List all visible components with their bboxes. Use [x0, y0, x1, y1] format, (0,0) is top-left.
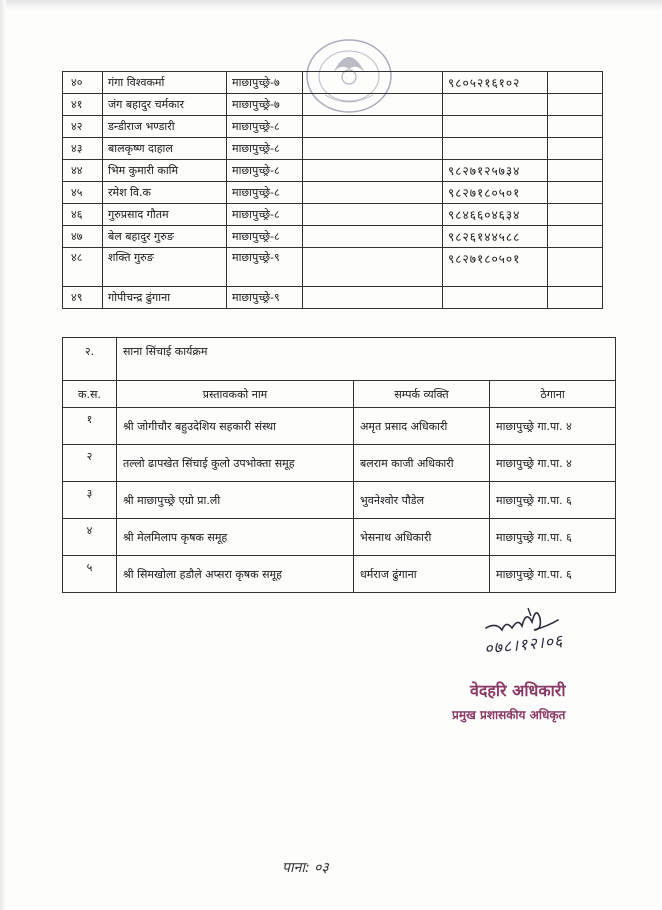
- cell-name: भिम कुमारी कामि: [103, 160, 227, 182]
- cell-address: माछापुच्छ्रे-८: [227, 204, 303, 226]
- cell-blank: [548, 94, 603, 116]
- cell-blank: [303, 116, 443, 138]
- cell-blank: [303, 226, 443, 248]
- table-row: [63, 482, 616, 519]
- irrigation-table: [62, 337, 616, 593]
- officer-name: वेदहरि अधिकारी: [470, 681, 566, 700]
- cell-address: माछापुच्छ्रे-७: [227, 72, 303, 94]
- cell-sn: ४२: [63, 116, 103, 138]
- col-header-proposer: प्रस्तावकको नाम: [117, 381, 354, 408]
- cell-proposer: श्री माछापुच्छ्रे एग्रो प्रा.ली: [117, 482, 354, 519]
- table-row: [63, 287, 603, 309]
- table-row: [63, 556, 616, 593]
- cell-blank: [548, 138, 603, 160]
- cell-name: जंग बहादुर चर्मकार: [103, 94, 227, 116]
- beneficiary-table: [62, 71, 603, 309]
- cell-blank: [303, 248, 443, 287]
- cell-phone: [443, 138, 548, 160]
- table-row: [63, 138, 603, 160]
- table-row: [63, 519, 616, 556]
- cell-name: गोपीचन्द्र ढुंगाना: [103, 287, 227, 309]
- cell-sn: ४९: [63, 287, 103, 309]
- cell-blank: [548, 204, 603, 226]
- cell-contact: भुवनेश्वोर पौडेल: [354, 482, 490, 519]
- cell-contact: अमृत प्रसाद अधिकारी: [354, 408, 490, 445]
- cell-name: बेल बहादुर गुरुङ: [103, 226, 227, 248]
- cell-blank: [548, 287, 603, 309]
- cell-address: माछापुच्छ्रे-८: [227, 160, 303, 182]
- table-row: [63, 226, 603, 248]
- cell-address: माछापुच्छ्रे गा.पा. ६: [490, 482, 616, 519]
- cell-blank: [303, 138, 443, 160]
- cell-phone: ९८०५२१६१०२: [443, 72, 548, 94]
- table-row: [63, 116, 603, 138]
- cell-name: डन्डीराज भण्डारी: [103, 116, 227, 138]
- cell-address: माछापुच्छ्रे-८: [227, 226, 303, 248]
- cell-phone: [443, 287, 548, 309]
- cell-sn: ४०: [63, 72, 103, 94]
- cell-proposer: श्री सिमखोला हडौले अप्सरा कृषक समूह: [117, 556, 354, 593]
- cell-sn: ४७: [63, 226, 103, 248]
- cell-address: माछापुच्छ्रे गा.पा. ४: [490, 445, 616, 482]
- cell-blank: [548, 72, 603, 94]
- cell-sn: ४: [63, 519, 117, 556]
- table-row: [63, 445, 616, 482]
- signature-date: ०७८।१२।०६: [483, 630, 565, 659]
- cell-sn: ४३: [63, 138, 103, 160]
- cell-proposer: श्री मेलमिलाप कृषक समूह: [117, 519, 354, 556]
- cell-sn: ४५: [63, 182, 103, 204]
- scan-edge-left: [0, 0, 6, 910]
- cell-blank: [303, 94, 443, 116]
- cell-address: माछापुच्छ्रे गा.पा. ६: [490, 556, 616, 593]
- cell-sn: २: [63, 445, 117, 482]
- section-number: २.: [63, 338, 117, 381]
- cell-address: माछापुच्छ्रे-९: [227, 248, 303, 287]
- cell-blank: [303, 72, 443, 94]
- cell-sn: ३: [63, 482, 117, 519]
- col-header-sn: क.स.: [63, 381, 117, 408]
- col-header-contact: सम्पर्क व्यक्ति: [354, 381, 490, 408]
- cell-address: माछापुच्छ्रे गा.पा. ४: [490, 408, 616, 445]
- cell-phone: ९८२७१२५७३४: [443, 160, 548, 182]
- cell-address: माछापुच्छ्रे गा.पा. ६: [490, 519, 616, 556]
- cell-contact: बलराम काजी अधिकारी: [354, 445, 490, 482]
- officer-title: प्रमुख प्रशासकीय अधिकृत: [452, 708, 566, 722]
- cell-sn: ४६: [63, 204, 103, 226]
- cell-blank: [303, 204, 443, 226]
- cell-address: माछापुच्छ्रे-९: [227, 287, 303, 309]
- cell-proposer: तल्लो ढापखेत सिंचाई कुलो उपभोक्ता समूह: [117, 445, 354, 482]
- cell-name: रमेश वि.क: [103, 182, 227, 204]
- cell-name: शक्ति गुरुङ: [103, 248, 227, 287]
- cell-address: माछापुच्छ्रे-७: [227, 94, 303, 116]
- cell-sn: ४४: [63, 160, 103, 182]
- cell-name: गंगा विश्वकर्मा: [103, 72, 227, 94]
- table-row: [63, 248, 603, 287]
- cell-blank: [303, 287, 443, 309]
- page-number: पाना: ०३: [282, 860, 329, 876]
- cell-blank: [303, 182, 443, 204]
- cell-blank: [548, 160, 603, 182]
- cell-sn: ४८: [63, 248, 103, 287]
- cell-address: माछापुच्छ्रे-८: [227, 138, 303, 160]
- cell-contact: धर्मराज ढुंगाना: [354, 556, 490, 593]
- cell-sn: १: [63, 408, 117, 445]
- cell-address: माछापुच्छ्रे-८: [227, 116, 303, 138]
- scan-edge-top: [0, 0, 662, 10]
- table-row: [63, 204, 603, 226]
- cell-phone: ९८२७१८०५०१: [443, 248, 548, 287]
- col-header-address: ठेगाना: [490, 381, 616, 408]
- cell-blank: [548, 116, 603, 138]
- cell-name: गुरुप्रसाद गौतम: [103, 204, 227, 226]
- cell-blank: [548, 182, 603, 204]
- cell-blank: [548, 226, 603, 248]
- cell-address: माछापुच्छ्रे-८: [227, 182, 303, 204]
- cell-phone: [443, 116, 548, 138]
- table-row: [63, 182, 603, 204]
- cell-blank: [303, 160, 443, 182]
- cell-sn: ४१: [63, 94, 103, 116]
- cell-phone: ९८४६६०४६३४: [443, 204, 548, 226]
- cell-blank: [548, 248, 603, 287]
- cell-contact: भेसनाथ अधिकारी: [354, 519, 490, 556]
- cell-sn: ५: [63, 556, 117, 593]
- cell-name: बालकृष्ण दाहाल: [103, 138, 227, 160]
- table-row: [63, 72, 603, 94]
- section-title: साना सिंचाई कार्यक्रम: [117, 338, 616, 381]
- cell-phone: [443, 94, 548, 116]
- table-row: [63, 160, 603, 182]
- cell-phone: ९८२६१४४५८८: [443, 226, 548, 248]
- table-row: [63, 94, 603, 116]
- cell-phone: ९८२७१८०५०१: [443, 182, 548, 204]
- cell-proposer: श्री जोगीचौर बहुउदेशिय सहकारी संस्था: [117, 408, 354, 445]
- table-row: [63, 408, 616, 445]
